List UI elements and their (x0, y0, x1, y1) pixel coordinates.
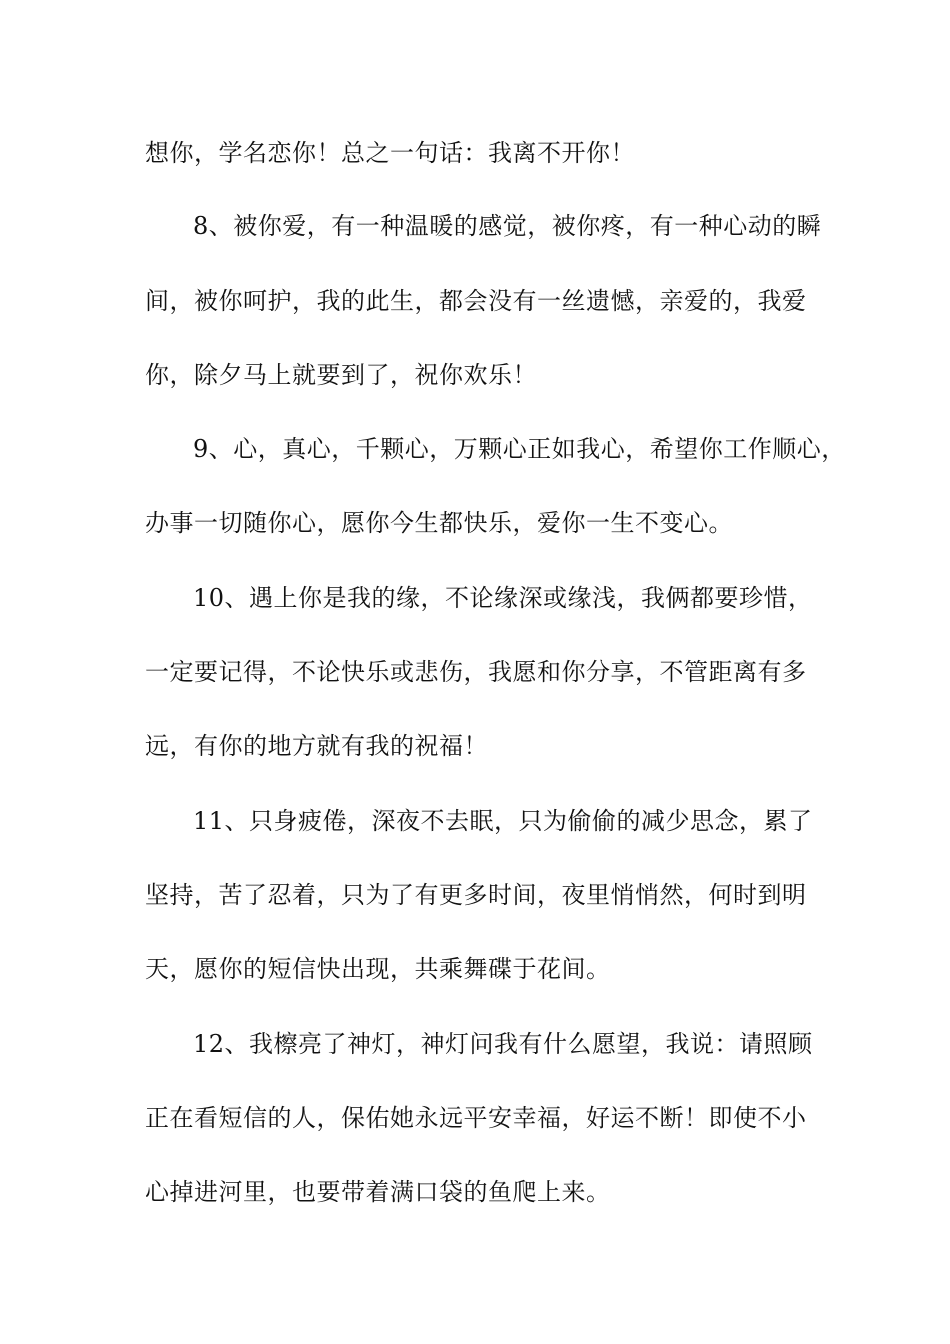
text-line: 办事一切随你心，愿你今生都快乐，爱你一生不变心。 (145, 509, 733, 537)
text-line: 想你，学名恋你！总之一句话：我离不开你！ (145, 139, 635, 167)
text-line: 一定要记得，不论快乐或悲伤，我愿和你分享，不管距离有多 (145, 658, 807, 686)
paragraph-first-line: 10、遇上你是我的缘，不论缘深或缘浅，我俩都要珍惜， (193, 584, 813, 612)
text-line: 间，被你呵护，我的此生，都会没有一丝遗憾，亲爱的，我爱 (145, 287, 807, 315)
paragraph-first-line: 9、心，真心，千颗心，万颗心正如我心，希望你工作顺心， (193, 435, 846, 463)
text-line: 正在看短信的人，保佑她永远平安幸福，好运不断！即使不小 (145, 1104, 807, 1132)
paragraph-first-line: 8、被你爱，有一种温暖的感觉，被你疼，有一种心动的瞬 (193, 212, 822, 240)
paragraph-first-line: 11、只身疲倦，深夜不去眠，只为偷偷的减少思念，累了 (193, 807, 813, 835)
text-line: 你，除夕马上就要到了，祝你欢乐！ (145, 361, 537, 389)
text-line: 天，愿你的短信快出现，共乘舞碟于花间。 (145, 955, 611, 983)
text-line: 心掉进河里，也要带着满口袋的鱼爬上来。 (145, 1178, 611, 1206)
text-line: 远，有你的地方就有我的祝福！ (145, 732, 488, 760)
text-line: 坚持，苦了忍着，只为了有更多时间，夜里悄悄然，何时到明 (145, 881, 807, 909)
paragraph-first-line: 12、我檫亮了神灯，神灯问我有什么愿望，我说：请照顾 (193, 1030, 813, 1058)
